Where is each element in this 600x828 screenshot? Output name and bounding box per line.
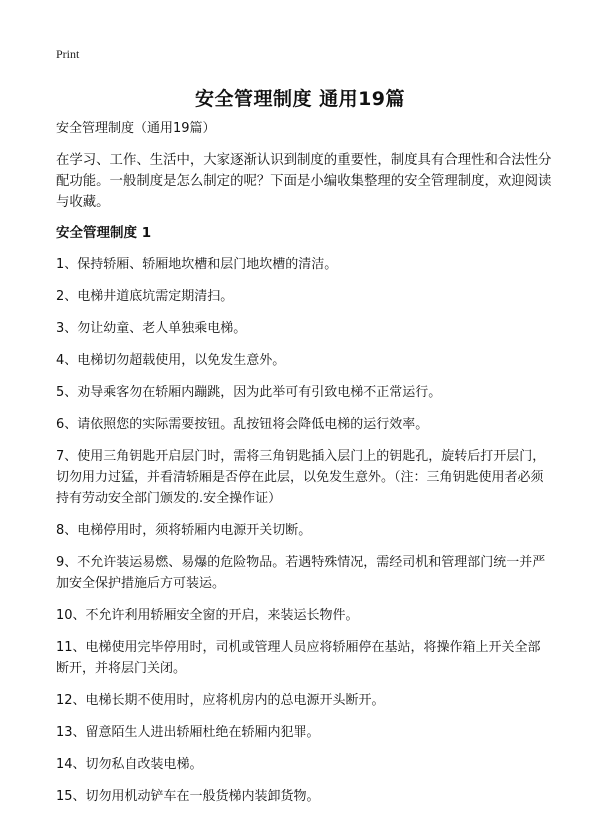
document-title: 安全管理制度 通用19篇 xyxy=(194,88,406,110)
intro-paragraph: 在学习、工作、生活中，大家逐渐认识到制度的重要性，制度具有合理性和合法性分配功能。一般制度是怎么制定的呢？下面是小编收集整理的安全管理制度，欢迎阅读与收藏。 xyxy=(56,153,552,210)
list-item: 5、劝导乘客勿在轿厢内蹦跳，因为此举可有引致电梯不正常运行。 xyxy=(56,385,442,400)
rule-list xyxy=(56,254,552,807)
list-item: 6、请依照您的实际需要按钮。乱按钮将会降低电梯的运行效率。 xyxy=(56,417,429,432)
list-item: 4、电梯切勿超载使用，以免发生意外。 xyxy=(56,353,286,368)
section-heading: 安全管理制度 1 xyxy=(56,225,152,241)
list-item: 8、电梯停用时，须将轿厢内电源开关切断。 xyxy=(56,523,312,538)
list-item: 9、不允许装运易燃、易爆的危险物品。若遇特殊情况，需经司机和管理部门统一并严加安全保护措施后方可装运。 xyxy=(56,555,546,591)
list-item: 13、留意陌生人进出轿厢杜绝在轿厢内犯罪。 xyxy=(56,725,320,740)
document-subtitle: 安全管理制度（通用19篇） xyxy=(56,121,216,136)
list-item: 14、切勿私自改装电梯。 xyxy=(56,757,203,772)
list-item: 15、切勿用机动铲车在一般货梯内装卸货物。 xyxy=(56,789,320,804)
list-item: 12、电梯长期不使用时，应将机房内的总电源开头断开。 xyxy=(56,693,385,708)
list-item: 3、勿让幼童、老人单独乘电梯。 xyxy=(56,321,247,336)
list-item: 2、电梯井道底坑需定期清扫。 xyxy=(56,289,234,304)
list-item: 11、电梯使用完毕停用时，司机或管理人员应将轿厢停在基站，将操作箱上开关全部断开，并将层门关闭。 xyxy=(56,640,541,676)
list-item: 7、使用三角钥匙开启层门时，需将三角钥匙插入层门上的钥匙孔，旋转后打开层门，切勿用力过猛，并看清轿厢是否停在此层，以免发生意外。（注：三角钥匙使用者必须持有劳动安全部门颁发的.安全操作证） xyxy=(56,449,546,506)
list-item: 10、不允许利用轿厢安全窗的开启，来装运长物件。 xyxy=(56,608,359,623)
print-label: Print xyxy=(56,47,80,61)
list-item: 1、保持轿厢、轿厢地坎槽和层门地坎槽的清洁。 xyxy=(56,257,338,272)
document-body xyxy=(56,120,552,818)
